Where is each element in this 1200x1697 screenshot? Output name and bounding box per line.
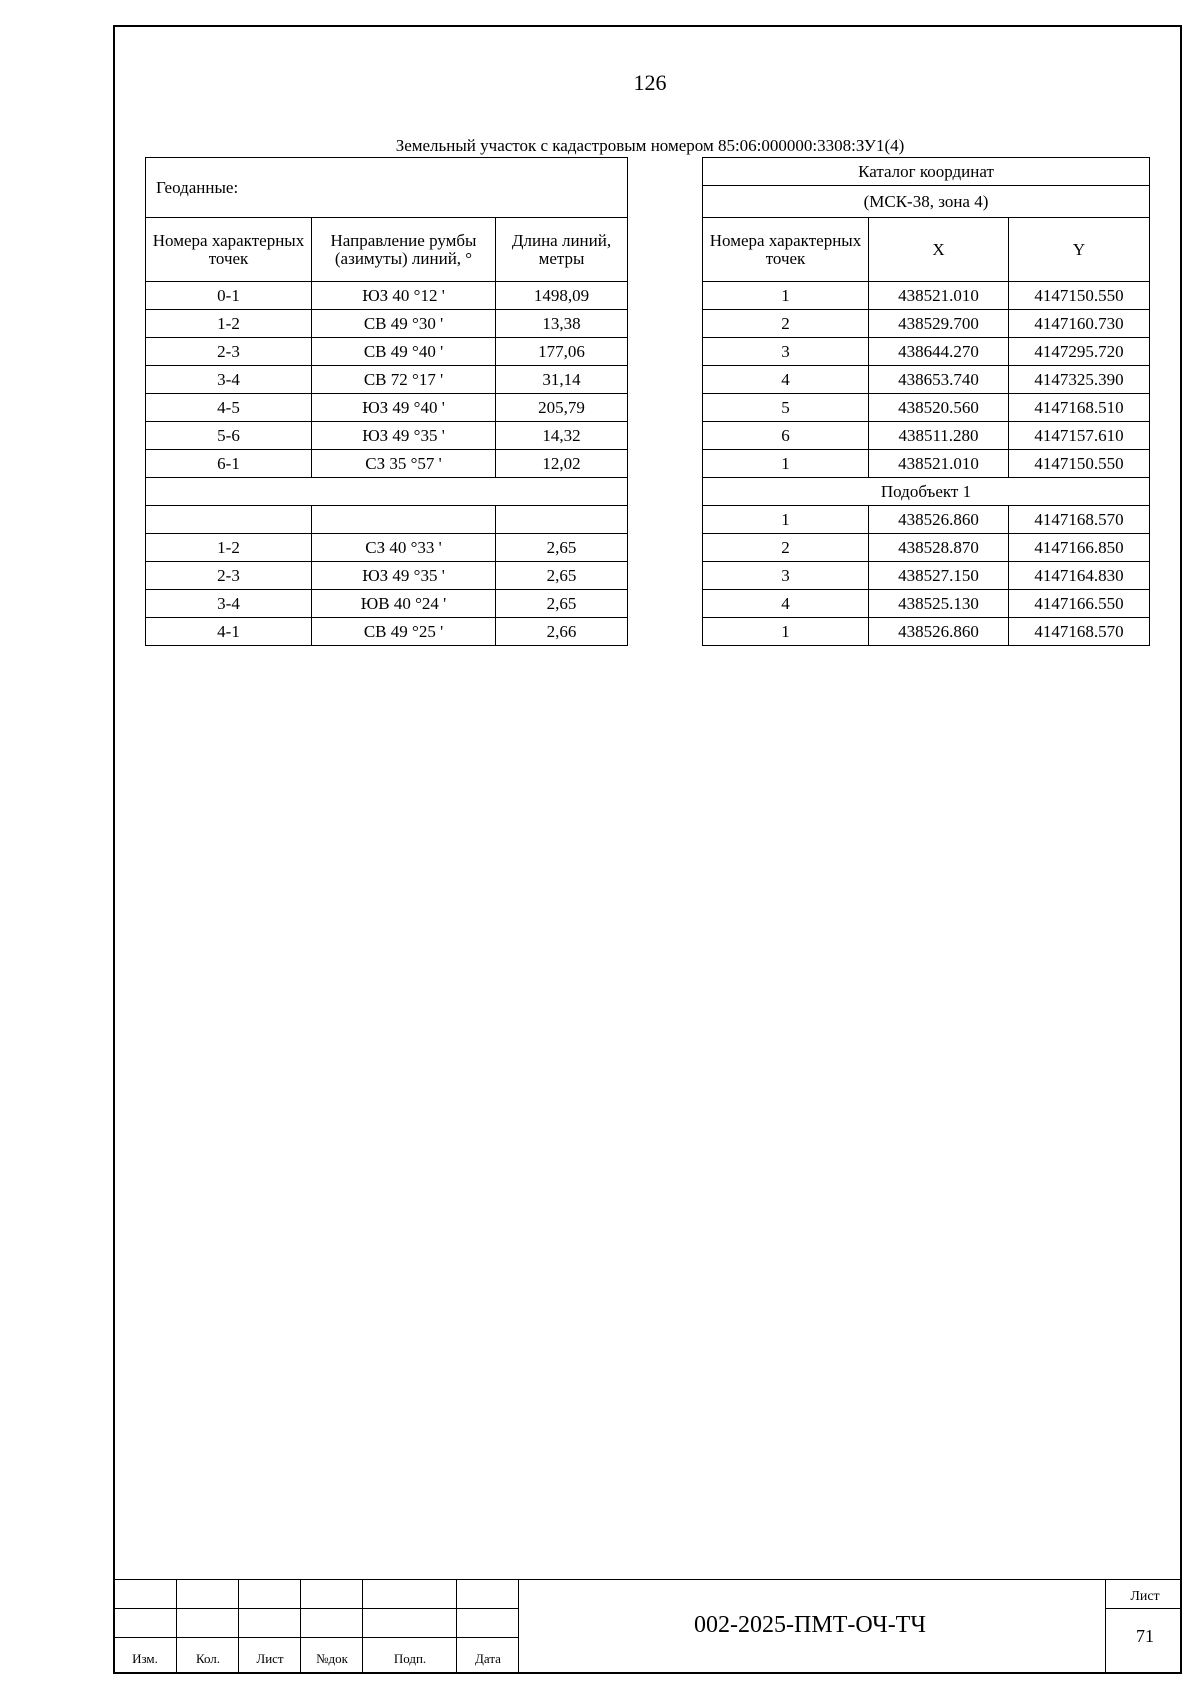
- coordinate-system: (МСК-38, зона 4): [703, 186, 1150, 218]
- table-row: [146, 282, 628, 310]
- cell-points: 1-2: [146, 534, 312, 562]
- cell-y: 4147150.550: [1009, 282, 1150, 310]
- cell-x: 438529.700: [869, 310, 1009, 338]
- cell-direction: ЮЗ 40 °12 ': [312, 282, 496, 310]
- subobject-title: Подобъект 1: [703, 478, 1150, 506]
- cell-point: 2: [703, 310, 869, 338]
- cell-y: 4147150.550: [1009, 450, 1150, 478]
- cell-points: 6-1: [146, 450, 312, 478]
- cell-length: 2,66: [496, 618, 628, 646]
- cell-y: 4147325.390: [1009, 366, 1150, 394]
- cell-y: 4147168.510: [1009, 394, 1150, 422]
- table-row: [146, 394, 628, 422]
- cell-direction: СЗ 35 °57 ': [312, 450, 496, 478]
- empty-cell: [146, 506, 312, 534]
- stamp-label-signature: Подп.: [393, 1651, 427, 1666]
- geodata-title-row: [146, 158, 628, 218]
- cell-x: 438520.560: [869, 394, 1009, 422]
- empty-cell: [496, 506, 628, 534]
- table-row: [703, 450, 1150, 478]
- table-row: [146, 590, 628, 618]
- cell-direction: СВ 49 °25 ': [312, 618, 496, 646]
- cell-point: 4: [703, 590, 869, 618]
- cell-points: 4-1: [146, 618, 312, 646]
- sheet-number: 71: [1136, 1626, 1154, 1646]
- table-row: [703, 310, 1150, 338]
- table-row: [703, 422, 1150, 450]
- coordinates-table: [702, 157, 1150, 646]
- table-row: [146, 366, 628, 394]
- cell-length: 13,38: [496, 310, 628, 338]
- cell-y: 4147166.550: [1009, 590, 1150, 618]
- header-y: Y: [1009, 218, 1150, 282]
- table-row: [703, 366, 1150, 394]
- cell-length: 205,79: [496, 394, 628, 422]
- header-x: X: [869, 218, 1009, 282]
- coordinates-system-row: [703, 186, 1150, 218]
- empty-row: [146, 478, 628, 506]
- cell-points: 2-3: [146, 338, 312, 366]
- cell-y: 4147160.730: [1009, 310, 1150, 338]
- cell-point: 5: [703, 394, 869, 422]
- table-row: [703, 534, 1150, 562]
- empty-row: [146, 506, 628, 534]
- cell-x: 438526.860: [869, 618, 1009, 646]
- table-row: [703, 562, 1150, 590]
- cell-y: 4147168.570: [1009, 618, 1150, 646]
- cell-y: 4147164.830: [1009, 562, 1150, 590]
- cell-point: 3: [703, 562, 869, 590]
- cell-length: 2,65: [496, 534, 628, 562]
- page-number: 126: [633, 70, 667, 95]
- cell-points: 2-3: [146, 562, 312, 590]
- cell-points: 4-5: [146, 394, 312, 422]
- cell-x: 438653.740: [869, 366, 1009, 394]
- coordinates-title: Каталог координат: [703, 158, 1150, 186]
- cell-point: 4: [703, 366, 869, 394]
- stamp-label-date: Дата: [475, 1651, 501, 1666]
- cell-points: 5-6: [146, 422, 312, 450]
- header-length: Длина линий, метры: [496, 218, 628, 282]
- cell-point: 1: [703, 506, 869, 534]
- stamp-line: [1106, 1608, 1182, 1609]
- header-points: Номера характерных точек: [703, 218, 869, 282]
- cell-x: 438526.860: [869, 506, 1009, 534]
- cell-x: 438511.280: [869, 422, 1009, 450]
- cell-length: 12,02: [496, 450, 628, 478]
- cell-x: 438644.270: [869, 338, 1009, 366]
- cell-x: 438528.870: [869, 534, 1009, 562]
- table-row: [146, 422, 628, 450]
- geodata-table: [145, 157, 628, 646]
- table-row: [146, 534, 628, 562]
- page-title: Земельный участок с кадастровым номером 85:06:000000:3308:ЗУ1(4): [395, 136, 905, 155]
- cell-x: 438521.010: [869, 450, 1009, 478]
- document-code: 002-2025-ПМТ-ОЧ-ТЧ: [694, 1612, 926, 1638]
- cell-x: 438525.130: [869, 590, 1009, 618]
- table-row: [703, 282, 1150, 310]
- cell-length: 31,14: [496, 366, 628, 394]
- stamp-label-change: Изм.: [132, 1651, 158, 1666]
- geodata-header-row: [146, 218, 628, 282]
- empty-cell: [312, 506, 496, 534]
- table-row: [146, 450, 628, 478]
- cell-y: 4147168.570: [1009, 506, 1150, 534]
- cell-y: 4147157.610: [1009, 422, 1150, 450]
- cell-direction: СВ 72 °17 ': [312, 366, 496, 394]
- table-row: [703, 506, 1150, 534]
- subobject-title-row: [703, 478, 1150, 506]
- table-row: [703, 338, 1150, 366]
- cell-x: 438527.150: [869, 562, 1009, 590]
- cell-direction: ЮЗ 49 °35 ': [312, 422, 496, 450]
- cell-direction: СВ 49 °40 ': [312, 338, 496, 366]
- cell-direction: СЗ 40 °33 ': [312, 534, 496, 562]
- cell-point: 2: [703, 534, 869, 562]
- sheet-label: Лист: [1130, 1589, 1160, 1604]
- cell-length: 2,65: [496, 562, 628, 590]
- cell-points: 3-4: [146, 366, 312, 394]
- table-row: [146, 618, 628, 646]
- cell-length: 1498,09: [496, 282, 628, 310]
- cell-length: 2,65: [496, 590, 628, 618]
- table-row: [703, 590, 1150, 618]
- cell-point: 1: [703, 282, 869, 310]
- cell-points: 0-1: [146, 282, 312, 310]
- cell-length: 177,06: [496, 338, 628, 366]
- cell-direction: ЮВ 40 °24 ': [312, 590, 496, 618]
- cell-point: 1: [703, 450, 869, 478]
- cell-point: 6: [703, 422, 869, 450]
- cell-x: 438521.010: [869, 282, 1009, 310]
- table-row: [146, 338, 628, 366]
- cell-points: 3-4: [146, 590, 312, 618]
- empty-cell: [146, 478, 628, 506]
- table-row: [703, 618, 1150, 646]
- cell-direction: ЮЗ 49 °40 ': [312, 394, 496, 422]
- stamp-label-doc: №док: [316, 1651, 348, 1666]
- cell-direction: ЮЗ 49 °35 ': [312, 562, 496, 590]
- coordinates-header-row: [703, 218, 1150, 282]
- table-row: [703, 394, 1150, 422]
- cell-point: 3: [703, 338, 869, 366]
- header-direction: Направление румбы (азимуты) линий, °: [312, 218, 496, 282]
- stamp-label-sheet: Лист: [256, 1651, 284, 1666]
- geodata-title: Геоданные:: [146, 158, 628, 218]
- cell-point: 1: [703, 618, 869, 646]
- table-row: [146, 310, 628, 338]
- coordinates-title-row: [703, 158, 1150, 186]
- cell-direction: СВ 49 °30 ': [312, 310, 496, 338]
- header-points: Номера характерных точек: [146, 218, 312, 282]
- cell-length: 14,32: [496, 422, 628, 450]
- cell-points: 1-2: [146, 310, 312, 338]
- table-row: [146, 562, 628, 590]
- cell-y: 4147295.720: [1009, 338, 1150, 366]
- cell-y: 4147166.850: [1009, 534, 1150, 562]
- stamp-label-count: Кол.: [195, 1651, 221, 1666]
